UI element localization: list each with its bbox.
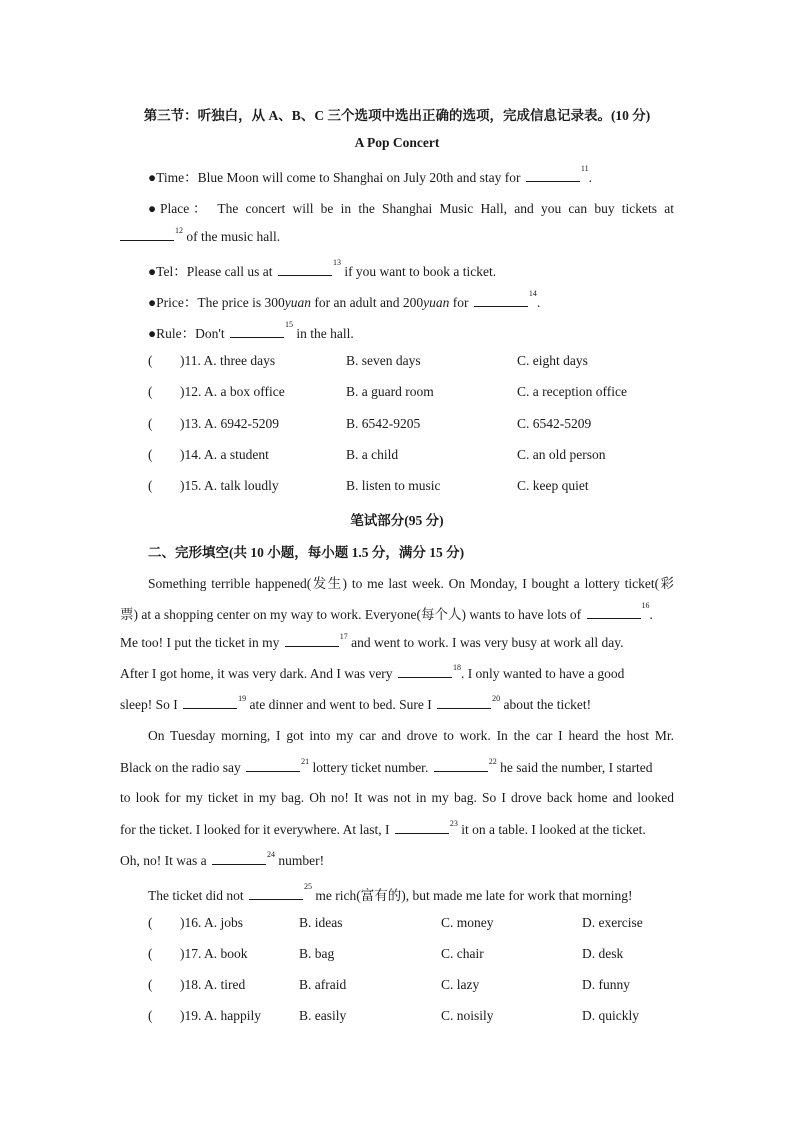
p1-line2: 票) at a shopping center on my way to work. Everyone(每个人) wants to have lots of $^{16}$.	[120, 601, 653, 622]
option-b[interactable]: B. bag	[299, 946, 335, 961]
option-c[interactable]: C. keep quiet	[517, 478, 589, 493]
info-rule: ●Rule：Don't $^{15}$ in the hall.	[148, 320, 354, 341]
option-d[interactable]: D. desk	[582, 946, 624, 961]
answer-blank[interactable]	[285, 634, 339, 647]
option-c[interactable]: C. an old person	[517, 447, 606, 462]
option-c[interactable]: C. lazy	[441, 977, 480, 992]
answer-blank[interactable]	[183, 696, 237, 709]
p2-line2: Black on the radio say $^{21}$ lottery ticket number. $^{22}$ he said the number, I started	[120, 757, 653, 775]
option-c[interactable]: C. eight days	[517, 353, 588, 368]
answer-blank[interactable]	[246, 759, 300, 772]
option-d[interactable]: D. funny	[582, 977, 630, 992]
option-d[interactable]: D. quickly	[582, 1008, 639, 1023]
answer-blank[interactable]	[395, 821, 449, 834]
part2-heading: 二、完形填空(共 10 小题，每小题 1.5 分，满分 15 分)	[148, 545, 465, 560]
section3-heading: 第三节：听独白，从 A、B、C 三个选项中选出正确的选项，完成信息记录表。(10 分)	[143, 108, 651, 123]
p2-line5: Oh, no! It was a $^{24}$ number!	[120, 850, 325, 868]
answer-blank[interactable]	[398, 665, 452, 678]
option-b[interactable]: B. seven days	[346, 353, 421, 368]
option-c[interactable]: C. money	[441, 915, 494, 930]
answer-blank[interactable]	[474, 294, 528, 307]
option-c[interactable]: C. a reception office	[517, 384, 627, 399]
info-place: ●Place： The concert will be in the Shanghai Music Hall, and you can buy tickets at	[148, 201, 674, 216]
p1-line4: After I got home, it was very dark. And I was very $^{18}$. I only wanted to have a good	[120, 663, 625, 681]
answer-blank[interactable]	[249, 887, 303, 900]
answer-blank[interactable]	[434, 759, 488, 772]
info-place-cont: $^{12}$ of the music hall.	[120, 228, 674, 245]
answer-blank[interactable]	[230, 325, 284, 338]
option-b[interactable]: B. a child	[346, 447, 399, 462]
answer-blank[interactable]	[526, 169, 580, 182]
passage-title: A Pop Concert	[354, 135, 440, 150]
p2-line1: On Tuesday morning, I got into my car and drove to work. In the car I heard the host Mr.	[148, 728, 674, 743]
answer-blank[interactable]	[437, 696, 491, 709]
p2-line4: for the ticket. I looked for it everywhere. At last, I $^{23}$ it on a table. I looked at the ticket.	[120, 819, 646, 837]
option-b[interactable]: B. a guard room	[346, 384, 434, 399]
answer-blank[interactable]	[212, 852, 266, 865]
option-c[interactable]: C. noisily	[441, 1008, 494, 1023]
option-b[interactable]: B. ideas	[299, 915, 343, 930]
option-c[interactable]: C. 6542-5209	[517, 416, 592, 431]
p2-line3: to look for my ticket in my bag. Oh no! It was not in my bag. So I drove back home and looked	[120, 790, 674, 805]
written-heading: 笔试部分(95 分)	[350, 513, 444, 528]
option-b[interactable]: B. afraid	[299, 977, 347, 992]
p3-line1: The ticket did not $^{25}$ me rich(富有的), but made me late for work that morning!	[148, 882, 633, 903]
info-tel: ●Tel：Please call us at $^{13}$ if you want to book a ticket.	[148, 258, 497, 279]
answer-blank[interactable]	[278, 263, 332, 276]
answer-blank[interactable]	[120, 228, 174, 241]
option-b[interactable]: B. easily	[299, 1008, 347, 1023]
option-b[interactable]: B. listen to music	[346, 478, 441, 493]
info-price: ●Price：The price is 300yuan for an adult and 200yuan for $^{14}$.	[148, 289, 541, 310]
option-b[interactable]: B. 6542-9205	[346, 416, 421, 431]
option-c[interactable]: C. chair	[441, 946, 484, 961]
answer-blank[interactable]	[587, 606, 641, 619]
p1-line1: Something terrible happened(发生) to me last week. On Monday, I bought a lottery ticket(彩	[148, 576, 674, 591]
p1-line3: Me too! I put the ticket in my $^{17}$ and went to work. I was very busy at work all day.	[120, 632, 624, 650]
info-time: ●Time：Blue Moon will come to Shanghai on July 20th and stay for $^{11}$.	[148, 164, 592, 185]
p1-line5: sleep! So I $^{19}$ ate dinner and went to bed. Sure I $^{20}$ about the ticket!	[120, 694, 592, 712]
option-d[interactable]: D. exercise	[582, 915, 643, 930]
